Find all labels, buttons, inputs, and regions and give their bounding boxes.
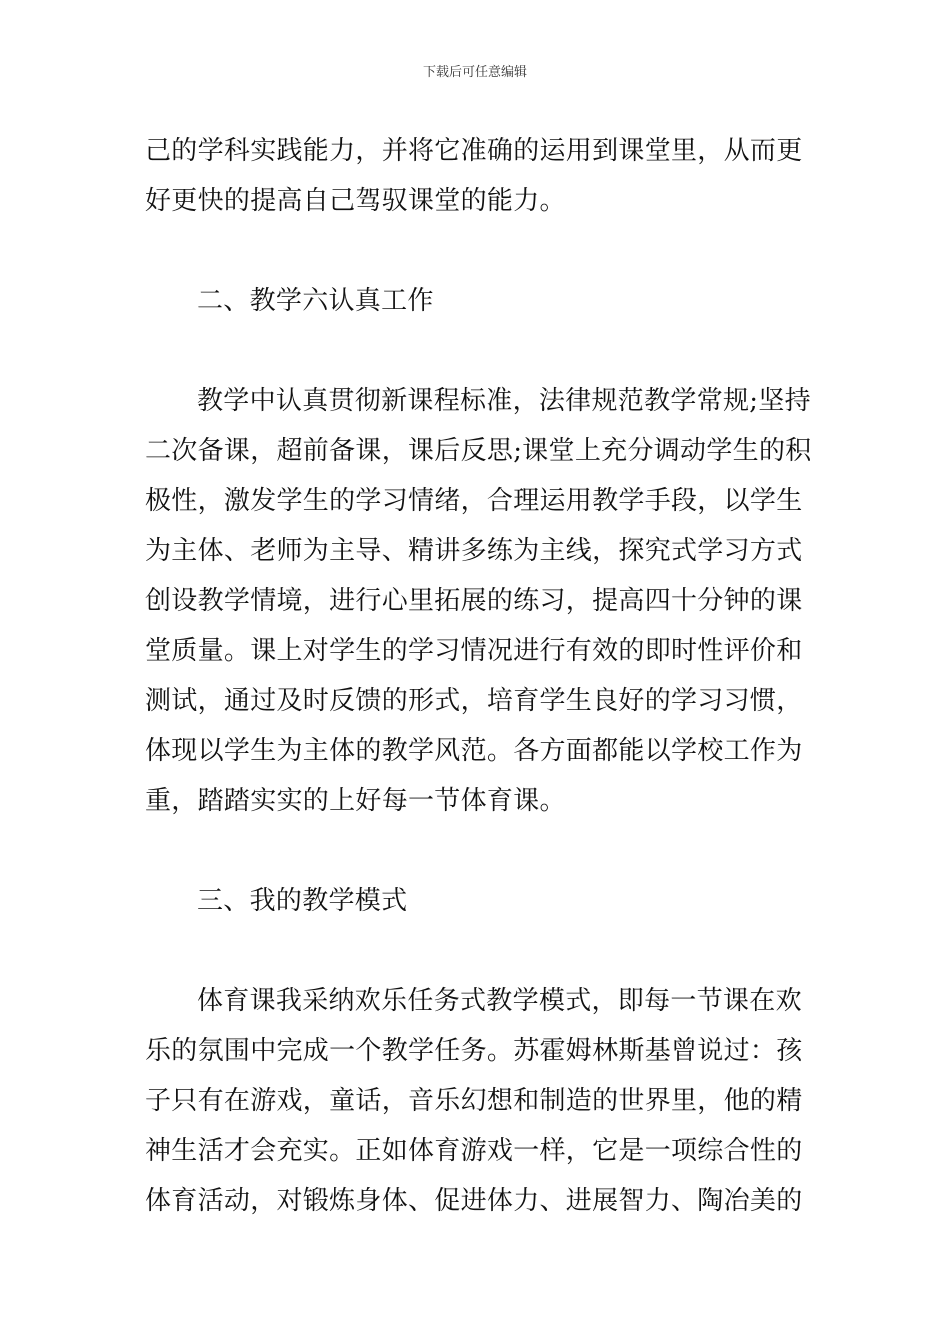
section-heading-3 — [145, 876, 810, 926]
text-line: 体育课我采纳欢乐任务式教学模式，即每一节课在欢 — [197, 986, 802, 1016]
paragraph-gap — [145, 826, 810, 876]
text-line: 己的学科实践能力，并将它准确的运用到课堂里，从而更 — [145, 136, 803, 166]
paragraph-gap — [145, 226, 810, 276]
document-body — [145, 126, 810, 1226]
text-line: 子只有在游戏，童话，音乐幻想和制造的世界里，他的精 — [145, 1086, 803, 1116]
text-line: 体育活动，对锻炼身体、促进体力、进展智力、陶冶美的 — [145, 1186, 803, 1216]
text-line: 创设教学情境，进行心里拓展的练习，提高四十分钟的课 — [145, 586, 803, 616]
text-line: 二次备课，超前备课，课后反思;课堂上充分调动学生的积 — [145, 436, 812, 466]
text-line: 极性，激发学生的学习情绪，合理运用教学手段，以学生 — [145, 486, 803, 516]
paragraph-teaching-work — [145, 376, 810, 826]
text-line: 好更快的提高自己驾驭课堂的能力。 — [145, 186, 566, 216]
paragraph-teaching-mode — [145, 976, 810, 1226]
text-line: 为主体、老师为主导、精讲多练为主线，探究式学习方式 — [145, 536, 803, 566]
text-line: 测试，通过及时反馈的形式，培育学生良好的学习习惯， — [145, 686, 803, 716]
text-line: 体现以学生为主体的教学风范。各方面都能以学校工作为 — [145, 736, 803, 766]
text-line: 神生活才会充实。正如体育游戏一样，它是一项综合性的 — [145, 1136, 803, 1166]
paragraph-gap — [145, 326, 810, 376]
text-line: 堂质量。课上对学生的学习情况进行有效的即时性评价和 — [145, 636, 803, 666]
text-line: 乐的氛围中完成一个教学任务。苏霍姆林斯基曾说过：孩 — [145, 1036, 803, 1066]
paragraph-gap — [145, 926, 810, 976]
text-line: 重，踏踏实实的上好每一节体育课。 — [145, 786, 566, 816]
heading-text: 三、我的教学模式 — [197, 886, 408, 916]
section-heading-2 — [145, 276, 810, 326]
page-header: 下载后可任意编辑 — [422, 65, 527, 80]
text-line: 教学中认真贯彻新课程标准，法律规范教学常规;坚持 — [197, 386, 811, 416]
paragraph-continuation — [145, 126, 810, 226]
heading-text: 二、教学六认真工作 — [197, 286, 434, 316]
